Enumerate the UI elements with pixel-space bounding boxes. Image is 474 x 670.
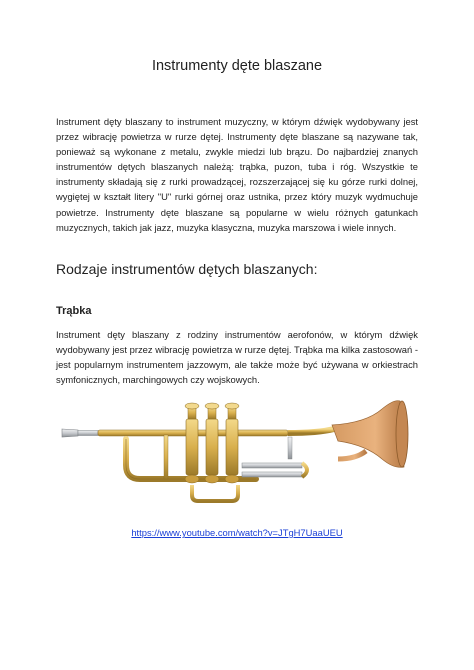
bell-pipe	[288, 429, 334, 433]
trumpet-figure	[56, 399, 418, 509]
video-link-container	[56, 523, 418, 541]
intro-paragraph: Instrument dęty blaszany to instrument muzyczny, w którym dźwięk wydobywany jest przez wibrację powietrza w rurze dętej. Instrumenty dęte blaszane są nazywane tak, ponieważ są wykonane z metalu, zwykle miedzi lub brązu. Do najbardziej znanych instrumentów dętych blaszanych należą: trąbka, puzon, tuba i róg. Wszystkie te instrumenty składają się z rurki prowadzącej, rozszerzającej się ku górze rurki dolnej, wygiętej w kształt litery "U" rurki górnej oraz ustnika, przez który muzyk wydmuchuje powietrze. Instrumenty dęte blaszane są popularne w wielu różnych gatunkach muzycznych, takich jak jazz, muzyka klasyczna, muzyka marszowa i wiele innych.	[56, 116, 418, 233]
section-heading: Rodzaje instrumentów dętych blaszanych:	[56, 260, 318, 277]
first-valve-slide	[192, 485, 238, 501]
subsection-heading-trumpet: Trąbka	[56, 304, 92, 317]
trumpet-paragraph: Instrument dęty blaszany z rodziny instrumentów aerofonów, w którym dźwięk wydobywany jest przez wibrację powietrza w rurze dętej. Trąbka ma kilka zastosowań - jest popularnym instrumentem jazzowym, ale także może być używana w orkiestrach symfonicznych, marchingowych czy wojskowych.	[56, 328, 418, 386]
mouthpiece	[62, 429, 78, 437]
page-title: Instrumenty dęte blaszane	[151, 58, 323, 74]
valves	[185, 403, 239, 483]
third-valve-slide	[242, 463, 302, 468]
trumpet-illustration	[56, 399, 418, 509]
youtube-link[interactable]: https://www.youtube.com/watch?v=JTgH7UaaUEU	[131, 527, 343, 539]
